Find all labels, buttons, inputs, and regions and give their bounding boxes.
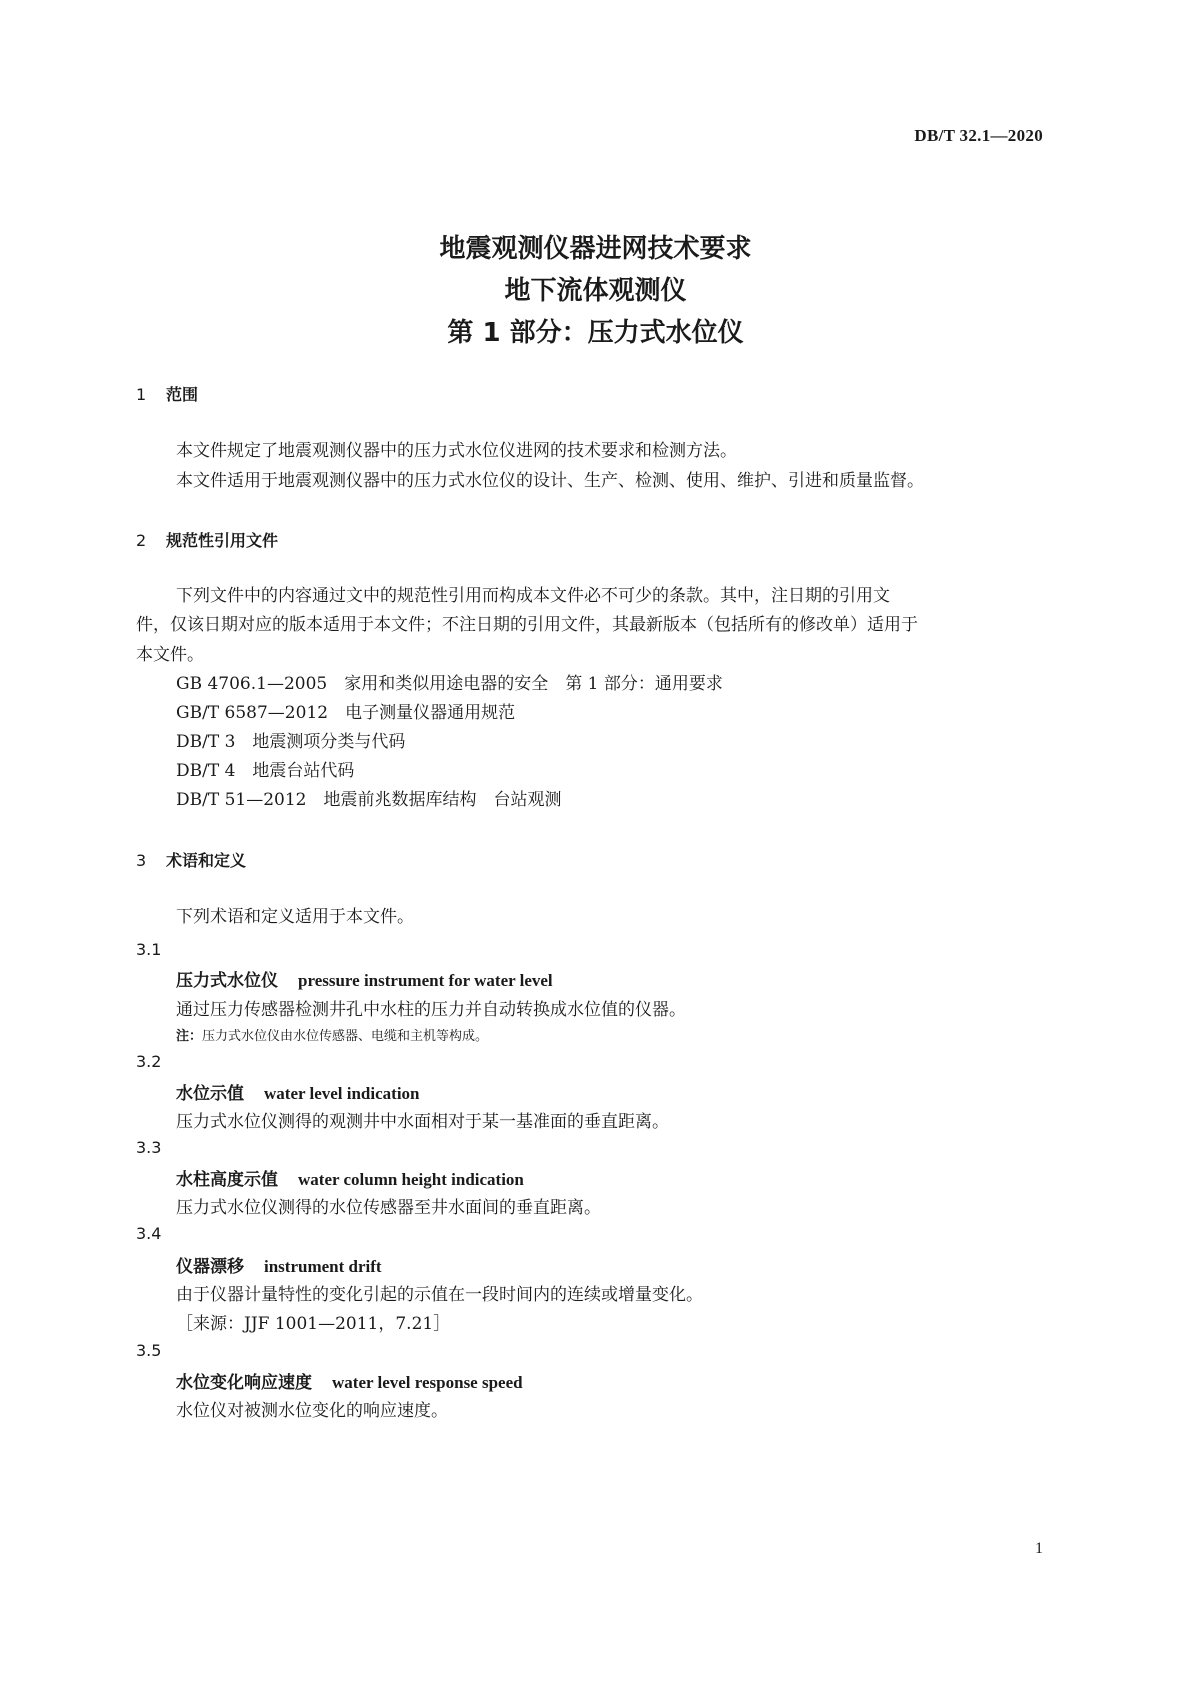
term-name (176, 966, 553, 991)
section-1-paragraph-2: 本文件适用于地震观测仪器中的压力式水位仪的设计、生产、检测、使用、维护、引进和质量监督。 (176, 471, 924, 491)
section-1-paragraph-1: 本文件规定了地震观测仪器中的压力式水位仪进网的技术要求和检测方法。 (176, 441, 737, 461)
standard-code: DB/T 32.1—2020 (914, 126, 1043, 145)
term-name (176, 1165, 524, 1190)
term-name-english: water level indication (264, 1084, 420, 1103)
note-text: 压力式水位仪由水位传感器、电缆和主机等构成。 (202, 1029, 489, 1044)
normative-reference: GB/T 6587—2012 电子测量仪器通用规范 (176, 703, 516, 723)
note-label: 注： (176, 1029, 203, 1044)
section-3-heading (136, 848, 246, 871)
section-2-heading (136, 528, 278, 551)
section-number: 3 (136, 851, 147, 870)
page-number: 1 (1035, 1540, 1043, 1557)
term-name-chinese: 水位变化响应速度 (176, 1373, 312, 1393)
term-definition: 压力式水位仪测得的观测井中水面相对于某一基准面的垂直距离。 (176, 1112, 669, 1132)
title-line-1: 地震观测仪器进网技术要求 (439, 234, 752, 264)
section-2-intro-line-1: 下列文件中的内容通过文中的规范性引用而构成本文件必不可少的条款。其中，注日期的引用文 (176, 586, 890, 606)
term-name-english: instrument drift (264, 1257, 382, 1276)
normative-reference: GB 4706.1—2005 家用和类似用途电器的安全 第 1 部分：通用要求 (176, 674, 723, 694)
section-number: 2 (136, 531, 147, 550)
section-title: 规范性引用文件 (166, 531, 279, 550)
section-number: 1 (136, 385, 147, 404)
term-name-chinese: 压力式水位仪 (176, 971, 278, 991)
term-name-english: pressure instrument for water level (298, 971, 553, 990)
normative-reference: DB/T 3 地震测项分类与代码 (176, 732, 406, 752)
term-number: 3.4 (136, 1224, 162, 1243)
term-name (176, 1079, 420, 1104)
term-name-english: water column height indication (298, 1170, 524, 1189)
term-name-chinese: 水位示值 (176, 1084, 244, 1104)
section-3-intro: 下列术语和定义适用于本文件。 (176, 907, 414, 927)
term-name (176, 1368, 523, 1393)
title-line-2: 地下流体观测仪 (504, 276, 687, 306)
normative-reference: DB/T 51—2012 地震前兆数据库结构 台站观测 (176, 790, 562, 810)
term-number: 3.3 (136, 1138, 162, 1157)
normative-reference: DB/T 4 地震台站代码 (176, 761, 355, 781)
term-number: 3.2 (136, 1052, 162, 1071)
term-note (176, 1025, 488, 1044)
term-definition: 水位仪对被测水位变化的响应速度。 (176, 1401, 448, 1421)
section-title: 范围 (166, 385, 199, 404)
term-number: 3.5 (136, 1341, 162, 1360)
term-definition: 由于仪器计量特性的变化引起的示值在一段时间内的连续或增量变化。 (176, 1285, 703, 1305)
term-number: 3.1 (136, 940, 162, 959)
term-name-chinese: 水柱高度示值 (176, 1170, 278, 1190)
section-title: 术语和定义 (166, 851, 247, 870)
title-line-3: 第 1 部分：压力式水位仪 (447, 318, 744, 348)
document-title (0, 228, 1191, 354)
term-name-english: water level response speed (332, 1373, 523, 1392)
term-definition: 压力式水位仪测得的水位传感器至井水面间的垂直距离。 (176, 1198, 601, 1218)
section-2-intro-line-2: 件，仅该日期对应的版本适用于本文件；不注日期的引用文件，其最新版本（包括所有的修改单）适用于 (136, 615, 918, 635)
term-name (176, 1252, 382, 1277)
term-source: ［来源：JJF 1001—2011，7.21］ (176, 1314, 451, 1334)
section-2-intro-line-3: 本文件。 (136, 645, 204, 665)
term-definition: 通过压力传感器检测井孔中水柱的压力并自动转换成水位值的仪器。 (176, 1000, 686, 1020)
term-name-chinese: 仪器漂移 (176, 1257, 244, 1277)
section-1-heading (136, 382, 198, 405)
